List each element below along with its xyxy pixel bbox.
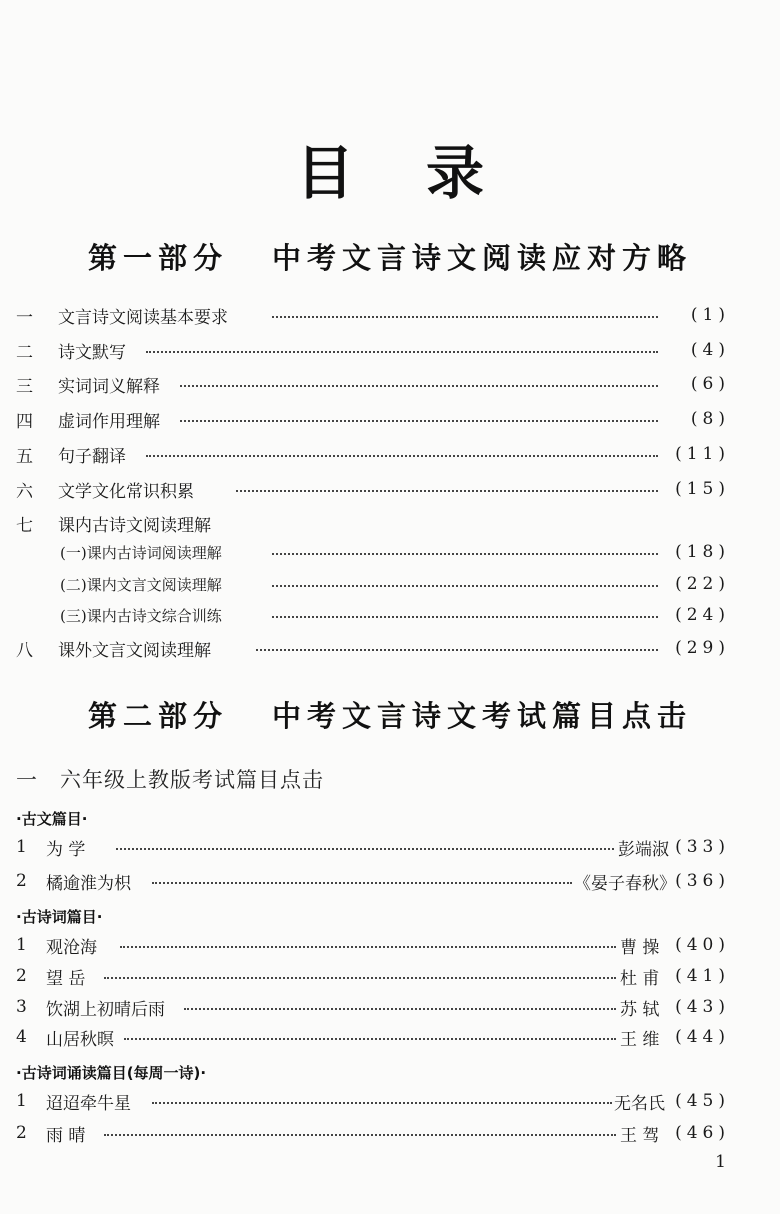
toc-subentry[interactable] bbox=[0, 600, 780, 630]
entry-title: 为 学 bbox=[46, 839, 86, 860]
entry-page: (44) bbox=[675, 1027, 730, 1047]
entry-title: 课内古诗文阅读理解 bbox=[58, 515, 211, 536]
entry-title: (三)课内古诗文综合训练 bbox=[60, 606, 222, 625]
entry-number: 五 bbox=[16, 446, 33, 467]
entry-author: 无名氏 bbox=[614, 1093, 665, 1114]
entry-page: (22) bbox=[675, 574, 730, 594]
entry-number: 二 bbox=[16, 342, 33, 363]
entry-page: (4) bbox=[690, 340, 730, 360]
entry-title: 句子翻译 bbox=[58, 446, 126, 467]
entry-page: (29) bbox=[675, 638, 730, 658]
category-heading: ·古诗词篇目· bbox=[16, 908, 103, 926]
entry-title: 雨 晴 bbox=[46, 1125, 86, 1146]
entry-title: 文学文化常识积累 bbox=[58, 481, 194, 502]
entry-number: 七 bbox=[16, 515, 33, 536]
entry-page: (36) bbox=[675, 871, 730, 891]
entry-title: 课外文言文阅读理解 bbox=[58, 640, 211, 661]
entry-title: 实词词义解释 bbox=[58, 376, 160, 397]
dot-leader bbox=[104, 1134, 616, 1136]
entry-number: 一 bbox=[16, 307, 33, 328]
dot-leader bbox=[116, 848, 614, 850]
entry-number: 4 bbox=[16, 1027, 27, 1047]
section-heading bbox=[16, 764, 324, 794]
toc-entry[interactable] bbox=[0, 930, 780, 960]
dot-leader bbox=[272, 553, 658, 555]
dot-leader bbox=[236, 490, 658, 492]
dot-leader bbox=[272, 316, 658, 318]
entry-number: 八 bbox=[16, 640, 33, 661]
entry-title: (一)课内古诗词阅读理解 bbox=[60, 543, 222, 562]
entry-page: (45) bbox=[675, 1091, 730, 1111]
entry-page: (43) bbox=[675, 997, 730, 1017]
dot-leader bbox=[146, 351, 658, 353]
toc-entry[interactable] bbox=[0, 1086, 780, 1116]
toc-entry[interactable] bbox=[0, 404, 780, 434]
entry-number: 四 bbox=[16, 411, 33, 432]
dot-leader bbox=[272, 585, 658, 587]
toc-entry[interactable] bbox=[0, 1118, 780, 1148]
entry-title: 橘逾淮为枳 bbox=[46, 873, 131, 894]
entry-number: 2 bbox=[16, 1123, 27, 1143]
toc-subentry[interactable] bbox=[0, 569, 780, 599]
toc-entry[interactable] bbox=[0, 1022, 780, 1052]
toc-entry[interactable] bbox=[0, 508, 780, 538]
entry-number: 三 bbox=[16, 376, 33, 397]
entry-title: 望 岳 bbox=[46, 968, 86, 989]
part2-name: 中考文言诗文考试篇目点击 bbox=[272, 699, 693, 733]
dot-leader bbox=[180, 420, 658, 422]
entry-page: (46) bbox=[675, 1123, 730, 1143]
part1-name: 中考文言诗文阅读应对方略 bbox=[272, 241, 693, 275]
entry-author: 彭端淑 bbox=[618, 839, 669, 860]
entry-author: 王 驾 bbox=[620, 1125, 660, 1146]
entry-number: 六 bbox=[16, 481, 33, 502]
part2-heading bbox=[0, 696, 780, 736]
entry-page: (6) bbox=[690, 374, 730, 394]
section-number: 一 bbox=[16, 768, 38, 792]
entry-title: 诗文默写 bbox=[58, 342, 126, 363]
entry-number: 3 bbox=[16, 997, 27, 1017]
entry-number: 1 bbox=[16, 1091, 27, 1111]
dot-leader bbox=[124, 1038, 616, 1040]
entry-page: (11) bbox=[675, 444, 730, 464]
toc-entry[interactable] bbox=[0, 832, 780, 862]
entry-author: 王 维 bbox=[620, 1029, 660, 1050]
toc-entry[interactable] bbox=[0, 474, 780, 504]
dot-leader bbox=[104, 977, 616, 979]
entry-page: (40) bbox=[675, 935, 730, 955]
dot-leader bbox=[120, 946, 616, 948]
toc-entry[interactable] bbox=[0, 992, 780, 1022]
page-number: 1 bbox=[715, 1152, 726, 1172]
dot-leader bbox=[272, 616, 658, 618]
entry-number: 1 bbox=[16, 935, 27, 955]
entry-page: (41) bbox=[675, 966, 730, 986]
entry-title: 观沧海 bbox=[46, 937, 97, 958]
toc-entry[interactable] bbox=[0, 300, 780, 330]
toc-entry[interactable] bbox=[0, 439, 780, 469]
category-heading: ·古文篇目· bbox=[16, 810, 88, 828]
section-title: 六年级上教版考试篇目点击 bbox=[60, 768, 324, 792]
entry-title: 文言诗文阅读基本要求 bbox=[58, 307, 228, 328]
entry-page: (1) bbox=[690, 305, 730, 325]
entry-title: 山居秋暝 bbox=[46, 1029, 114, 1050]
entry-author: 《晏子春秋》 bbox=[574, 873, 676, 894]
entry-page: (18) bbox=[675, 542, 730, 562]
entry-title: 迢迢牵牛星 bbox=[46, 1093, 131, 1114]
part1-label: 第一部分 bbox=[87, 241, 228, 275]
toc-entry[interactable] bbox=[0, 369, 780, 399]
part2-label: 第二部分 bbox=[87, 699, 228, 733]
entry-title: 饮湖上初晴后雨 bbox=[46, 999, 165, 1020]
dot-leader bbox=[180, 385, 658, 387]
entry-page: (24) bbox=[675, 605, 730, 625]
part1-heading bbox=[0, 238, 780, 278]
entry-page: (33) bbox=[675, 837, 730, 857]
toc-entry[interactable] bbox=[0, 866, 780, 896]
category-heading: ·古诗词诵读篇目(每周一诗)· bbox=[16, 1064, 207, 1082]
dot-leader bbox=[184, 1008, 616, 1010]
entry-page: (15) bbox=[675, 479, 730, 499]
entry-number: 1 bbox=[16, 837, 27, 857]
page-title: 目录 bbox=[295, 139, 556, 207]
toc-entry[interactable] bbox=[0, 961, 780, 991]
entry-number: 2 bbox=[16, 871, 27, 891]
entry-number: 2 bbox=[16, 966, 27, 986]
toc-entry[interactable] bbox=[0, 633, 780, 663]
entry-title: (二)课内文言文阅读理解 bbox=[60, 575, 222, 594]
toc-entry[interactable] bbox=[0, 335, 780, 365]
dot-leader bbox=[146, 455, 658, 457]
entry-author: 曹 操 bbox=[620, 937, 660, 958]
entry-title: 虚词作用理解 bbox=[58, 411, 160, 432]
entry-page: (8) bbox=[690, 409, 730, 429]
toc-subentry[interactable] bbox=[0, 537, 780, 567]
entry-author: 苏 轼 bbox=[620, 999, 660, 1020]
dot-leader bbox=[256, 649, 658, 651]
dot-leader bbox=[152, 1102, 612, 1104]
dot-leader bbox=[152, 882, 572, 884]
entry-author: 杜 甫 bbox=[620, 968, 660, 989]
